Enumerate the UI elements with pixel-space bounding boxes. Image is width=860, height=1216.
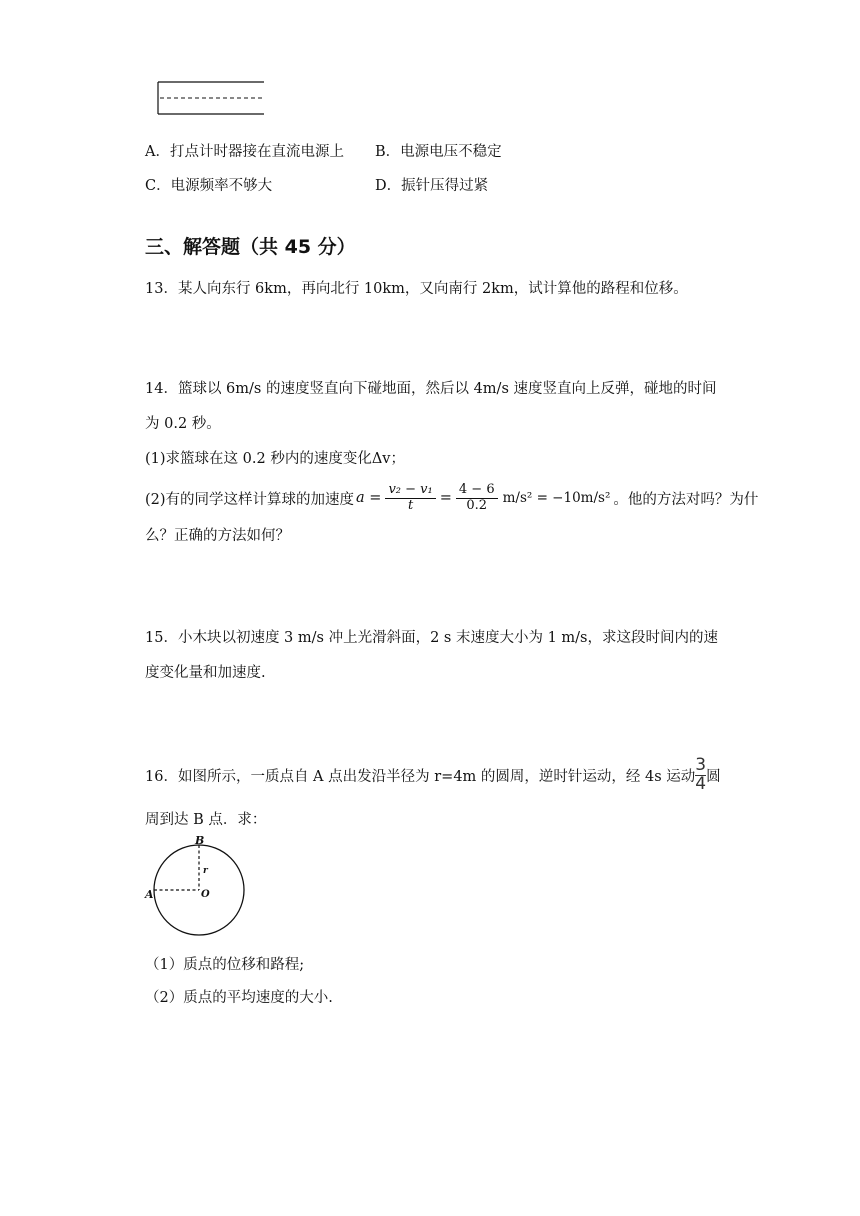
fraction-numerator: 3 — [695, 754, 707, 775]
question-14-part2 — [145, 478, 758, 518]
fraction-1-numerator: v₂ − v₁ — [385, 483, 435, 499]
question-16-line1 — [145, 755, 721, 795]
question-15-line1: 15．小木块以初速度 3 m/s 冲上光滑斜面，2 s 末速度大小为 1 m/s，求这段时间内的速 — [145, 630, 718, 646]
fraction-2-denominator: 0.2 — [466, 497, 488, 513]
option-b: B．电源电压不稳定 — [375, 144, 502, 160]
formula-fraction-1 — [385, 483, 435, 514]
question-15-line2: 度变化量和加速度. — [145, 665, 266, 681]
label-r: r — [203, 866, 208, 876]
formula-fraction-2 — [456, 483, 498, 514]
question-14-line2: 为 0.2 秒。 — [145, 416, 221, 432]
label-b: B — [195, 834, 205, 847]
paper-tape-dashed-figure — [150, 76, 270, 120]
question-14-line1: 14．篮球以 6m/s 的速度竖直向下碰地面，然后以 4m/s 速度竖直向上反弹，碰地的时间 — [145, 381, 717, 397]
q16-text-before: 16．如图所示，一质点自 A 点出发沿半径为 r=4m 的圆周，逆时针运动，经 4s 运动 — [145, 768, 696, 785]
question-14-part1: (1)求篮球在这 0.2 秒内的速度变化Δv； — [145, 451, 405, 467]
formula-unit: m/s² = −10m/s² — [502, 490, 611, 506]
formula-lhs: a = — [356, 490, 382, 506]
formula-equals: = — [439, 490, 452, 506]
three-quarters-fraction — [695, 754, 707, 794]
question-13: 13．某人向东行 6km，再向北行 10km，又向南行 2km，试计算他的路程和位移。 — [145, 281, 688, 297]
option-d: D．振针压得过紧 — [375, 178, 489, 194]
part2-prefix: (2)有的同学这样计算球的加速度 — [145, 491, 355, 508]
fraction-1-denominator: t — [407, 497, 414, 513]
q16-text-after: 圆 — [706, 768, 721, 785]
option-c: C．电源频率不够大 — [145, 178, 273, 194]
circle-motion-figure — [140, 832, 252, 944]
part2-suffix: 。他的方法对吗？为什 — [613, 491, 759, 508]
option-a: A．打点计时器接在直流电源上 — [145, 144, 344, 160]
question-16-sub1: （1）质点的位移和路程; — [145, 957, 305, 973]
label-a: A — [145, 888, 154, 901]
section-heading: 三、解答题（共 45 分） — [145, 236, 356, 258]
fraction-2-numerator: 4 − 6 — [456, 483, 498, 499]
label-o: O — [201, 889, 210, 900]
question-16-sub2: （2）质点的平均速度的大小. — [145, 990, 333, 1006]
fraction-denominator: 4 — [695, 773, 707, 794]
question-14-last-line: 么？正确的方法如何？ — [145, 528, 290, 544]
question-16-line2: 周到达 B 点．求： — [145, 812, 267, 828]
